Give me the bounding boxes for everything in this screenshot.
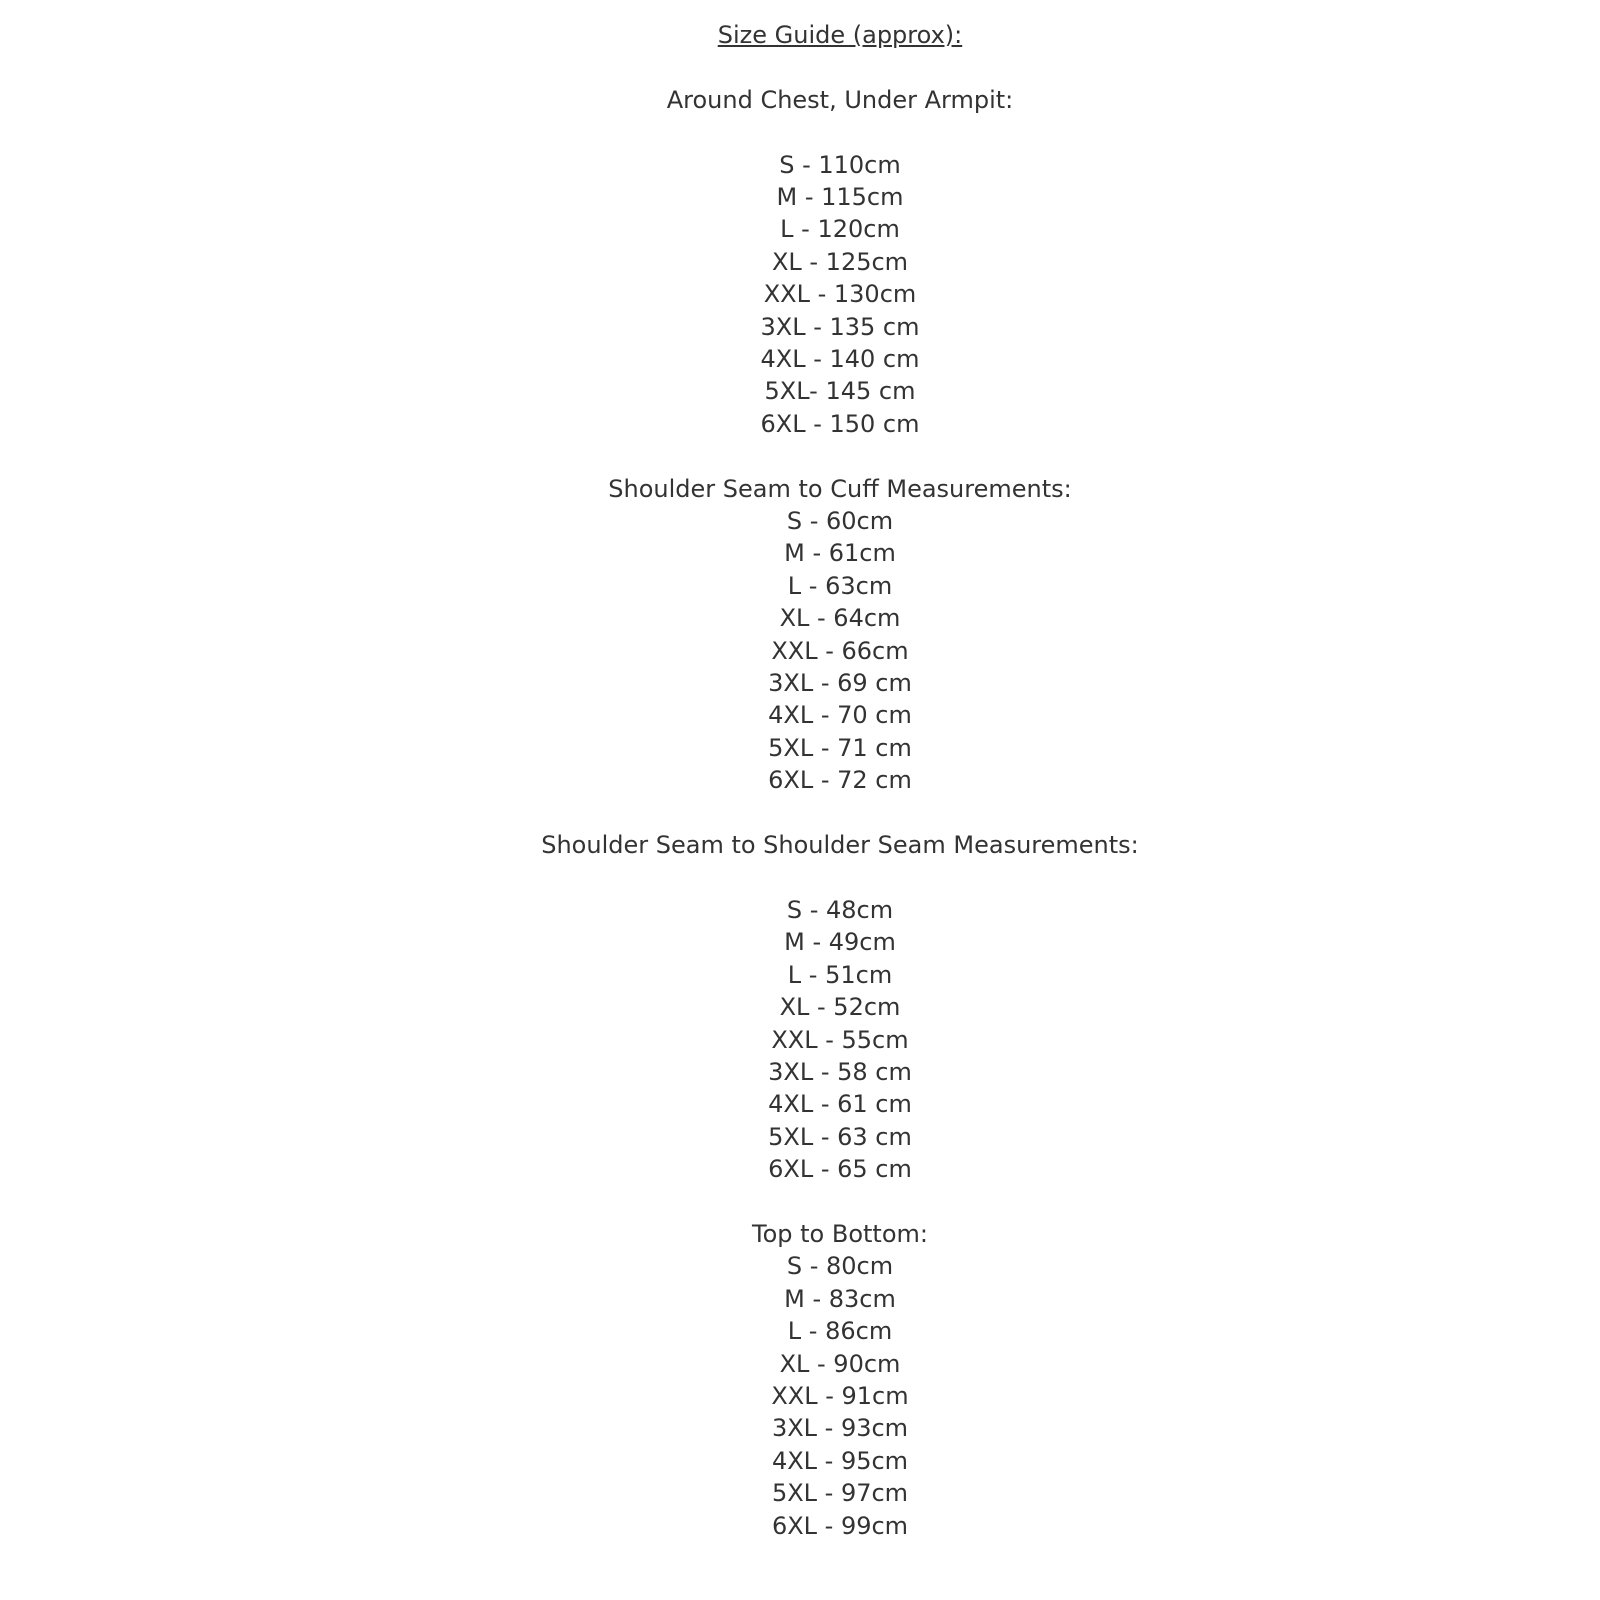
size-measurement-row: 5XL - 71 cm (768, 733, 912, 762)
size-measurement-row: 3XL - 69 cm (768, 669, 912, 698)
size-measurement-row: XL - 125cm (771, 247, 909, 276)
size-measurement-row: XL - 64cm (779, 604, 901, 633)
section-heading: Top to Bottom: (752, 1219, 928, 1248)
size-measurement-row: S - 80cm (786, 1252, 894, 1281)
section-heading: Shoulder Seam to Cuff Measurements: (608, 474, 1072, 503)
size-measurement-row: 6XL - 65 cm (768, 1155, 912, 1184)
section-rows (80, 505, 1600, 797)
size-measurement-row: XXL - 91cm (771, 1381, 909, 1410)
size-measurement-row: 6XL - 150 cm (760, 409, 920, 438)
size-measurement-row: M - 61cm (784, 539, 896, 568)
size-measurement-row: 4XL - 61 cm (768, 1090, 912, 1119)
size-measurement-row: XL - 52cm (779, 993, 901, 1022)
section-heading: Around Chest, Under Armpit: (666, 85, 1014, 114)
size-measurement-row: M - 49cm (784, 928, 896, 957)
size-measurement-row: L - 86cm (787, 1317, 893, 1346)
size-measurement-row: S - 60cm (786, 507, 894, 536)
size-measurement-row: M - 83cm (784, 1284, 896, 1313)
size-measurement-row: 6XL - 99cm (771, 1511, 909, 1540)
size-measurement-row: 3XL - 58 cm (768, 1057, 912, 1086)
size-measurement-row: 5XL- 145 cm (764, 377, 916, 406)
size-measurement-row: XXL - 55cm (771, 1025, 909, 1054)
size-measurement-row: M - 115cm (776, 183, 904, 211)
size-measurement-row: 4XL - 95cm (771, 1446, 909, 1475)
size-section (80, 473, 1600, 797)
size-measurement-row: XXL - 66cm (771, 636, 909, 665)
size-measurement-row: 4XL - 140 cm (760, 345, 920, 374)
section-rows (80, 1250, 1600, 1542)
size-measurement-row: 3XL - 135 cm (760, 312, 920, 341)
section-rows (80, 894, 1600, 1186)
size-measurement-row: 3XL - 93cm (771, 1414, 909, 1443)
sections-container (80, 84, 1600, 1542)
section-heading: Shoulder Seam to Shoulder Seam Measurements: (541, 831, 1139, 860)
size-measurement-row: L - 120cm (780, 215, 900, 244)
size-measurement-row: S - 110cm (779, 150, 901, 179)
section-rows (80, 149, 1600, 441)
size-measurement-row: L - 51cm (787, 960, 893, 989)
size-measurement-row: XXL - 130cm (763, 280, 917, 309)
size-measurement-row: 5XL - 97cm (771, 1479, 909, 1508)
size-measurement-row: S - 48cm (786, 895, 894, 924)
size-section (80, 829, 1600, 1185)
page-title: Size Guide (approx): (717, 21, 963, 49)
size-measurement-row: L - 63cm (787, 571, 893, 600)
size-section (80, 1218, 1600, 1542)
size-guide-document (80, 0, 1600, 1542)
size-measurement-row: XL - 90cm (779, 1349, 901, 1378)
size-measurement-row: 5XL - 63 cm (768, 1122, 912, 1151)
size-section (80, 84, 1600, 440)
size-measurement-row: 6XL - 72 cm (768, 766, 912, 795)
size-measurement-row: 4XL - 70 cm (768, 701, 912, 730)
